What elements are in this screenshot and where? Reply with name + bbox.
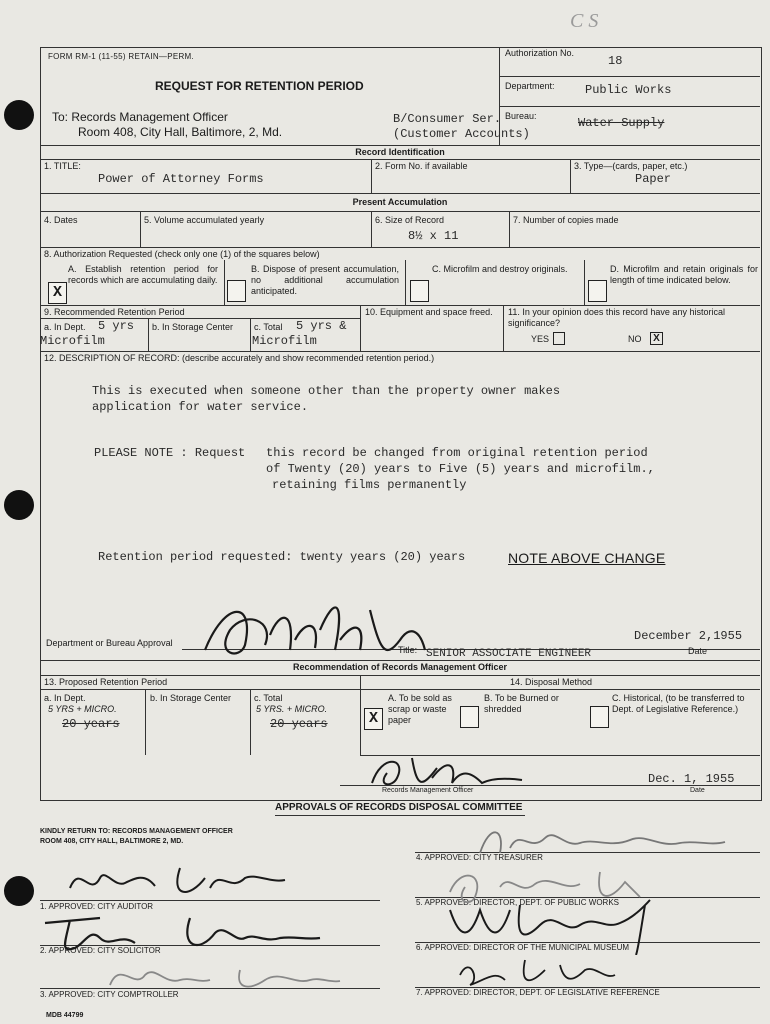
in-storage-label: b. In Storage Center — [152, 322, 234, 332]
yes-checkbox[interactable] — [553, 332, 565, 345]
form-no-label: 2. Form No. if available — [375, 161, 468, 171]
dept-approval-label: Department or Bureau Approval — [46, 638, 173, 648]
option-c: C. Microfilm and destroy originals. — [432, 264, 568, 274]
option-c-checkbox[interactable] — [410, 280, 429, 302]
total-value: 5 yrs & — [296, 319, 347, 333]
option-d: D. Microfilm and retain originals for length of time indicated below. — [610, 264, 758, 285]
disposal-label: 14. Disposal Method — [510, 677, 593, 687]
note-line-1: this record be changed from original retention period — [266, 446, 648, 460]
in-dept-label: a. In Dept. — [44, 322, 86, 332]
p-total-label: c. Total — [254, 693, 283, 703]
authorization-no: 18 — [608, 54, 623, 68]
approval-municipal-museum: 6. APPROVED: DIRECTOR OF THE MUNICIPAL MUSEUM — [416, 943, 630, 952]
desc-line-1: This is executed when someone other than the property owner makes — [92, 384, 561, 398]
type-value: Paper — [635, 172, 672, 186]
retention-requested: Retention period requested: twenty years (20) years — [98, 550, 466, 564]
disposal-b-checkbox[interactable] — [460, 706, 479, 728]
note-above-change: NOTE ABOVE CHANGE — [508, 550, 666, 566]
disposal-c-checkbox[interactable] — [590, 706, 609, 728]
equipment-label: 10. Equipment and space freed. — [365, 307, 493, 317]
dates-label: 4. Dates — [44, 215, 78, 225]
note-line-3: retaining films permanently — [272, 478, 467, 492]
department-label: Department: — [505, 81, 555, 91]
option-a: A. Establish retention period for records which are accumulating daily. — [68, 264, 218, 285]
note-prefix: PLEASE NOTE : Request — [94, 446, 246, 460]
yes-label: YES — [531, 334, 550, 344]
copies-label: 7. Number of copies made — [513, 215, 619, 225]
punch-hole-bottom — [4, 876, 34, 906]
rmo-date-label: Date — [690, 787, 705, 794]
approval-public-works: 5. APPROVED: DIRECTOR, DEPT. OF PUBLIC WORKS — [416, 898, 620, 907]
form-title: REQUEST FOR RETENTION PERIOD — [155, 79, 364, 93]
to-line-2: Room 408, City Hall, Baltimore, 2, Md. — [78, 125, 283, 139]
in-dept-value: 5 yrs — [98, 319, 135, 333]
p-total-handwritten: 5 YRS. + MICRO. — [256, 704, 328, 714]
size-label: 6. Size of Record — [375, 215, 445, 225]
approval-city-comptroller: 3. APPROVED: CITY COMPTROLLER — [40, 990, 179, 999]
p-storage-label: b. In Storage Center — [150, 693, 232, 703]
title-value: Power of Attorney Forms — [98, 172, 264, 186]
total-label: c. Total — [254, 322, 283, 332]
option-a-checkbox[interactable]: X — [48, 282, 67, 304]
disposal-b: B. To be Burned or shredded — [484, 693, 559, 714]
title-field-value: SENIOR ASSOCIATE ENGINEER — [426, 648, 592, 660]
rec-period-label: 9. Recommended Retention Period — [44, 307, 185, 317]
rec-officer-header: Recommendation of Records Management Officer — [292, 662, 508, 672]
title-label: 1. TITLE: — [44, 161, 81, 171]
record-identification-header: Record Identification — [355, 147, 445, 157]
return-line-1: KINDLY RETURN TO: RECORDS MANAGEMENT OFFICER — [40, 828, 233, 835]
size-value: 8½ x 11 — [408, 229, 459, 243]
type-label: 3. Type—(cards, paper, etc.) — [574, 161, 688, 171]
p-in-dept-label: a. In Dept. — [44, 693, 86, 703]
auth-requested-label: 8. Authorization Requested (check only one (1) of the squares below) — [44, 249, 320, 259]
description-label: 12. DESCRIPTION OF RECORD: (describe accurately and show recommended retention period.) — [44, 353, 435, 363]
approval-city-treasurer: 4. APPROVED: CITY TREASURER — [416, 853, 543, 862]
city-auditor-signature — [60, 858, 300, 903]
records-officer-label: Records Management Officer — [382, 787, 474, 794]
historical-label: 11. In your opinion does this record have any historical significance? — [508, 307, 725, 328]
department-value: Public Works — [585, 83, 672, 97]
p-in-dept-handwritten: 5 YRS + MICRO. — [48, 704, 117, 714]
bureau-label: Bureau: — [505, 111, 537, 121]
option-b: B. Dispose of present accumulation, no additional accumulation anticipated. — [251, 264, 399, 296]
city-comptroller-signature — [100, 955, 350, 995]
p-total-old: 20 years — [270, 717, 328, 731]
proposed-label: 13. Proposed Retention Period — [44, 677, 168, 687]
present-accumulation-header: Present Accumulation — [352, 197, 448, 207]
no-label: NO — [628, 334, 642, 344]
no-checkbox[interactable]: X — [650, 332, 663, 345]
p-in-dept-old: 20 years — [62, 717, 120, 731]
disposal-a-checkbox[interactable]: X — [364, 708, 383, 730]
option-d-checkbox[interactable] — [588, 280, 607, 302]
corner-mark: C S — [570, 10, 599, 32]
rmo-date: Dec. 1, 1955 — [648, 772, 735, 786]
note-line-2: of Twenty (20) years to Five (5) years and microfilm., — [266, 462, 655, 476]
to-line-1: To: Records Management Officer — [52, 110, 228, 124]
disposal-c: C. Historical, (to be transferred to Dept. of Legislative Reference.) — [612, 693, 745, 714]
authorization-no-label: Authorization No. — [505, 48, 575, 58]
bureau-left-1: B/Consumer Ser. — [393, 112, 502, 126]
approval-legislative-reference: 7. APPROVED: DIRECTOR, DEPT. OF LEGISLATIVE REFERENCE — [416, 988, 660, 997]
form-code: FORM RM-1 (11-55) RETAIN—PERM. — [48, 52, 195, 61]
in-dept-value-2: Microfilm — [40, 334, 105, 348]
legislative-reference-signature — [450, 950, 630, 990]
dept-approval-date: December 2,1955 — [634, 629, 743, 643]
volume-label: 5. Volume accumulated yearly — [144, 215, 265, 225]
return-line-2: ROOM 408, CITY HALL, BALTIMORE 2, MD. — [40, 838, 184, 845]
option-b-checkbox[interactable] — [227, 280, 246, 302]
desc-line-2: application for water service. — [92, 400, 309, 414]
punch-hole-top — [4, 100, 34, 130]
bureau-left-2: (Customer Accounts) — [393, 127, 530, 141]
total-value-2: Microfilm — [252, 334, 317, 348]
footer-code: MDB 44799 — [46, 1012, 84, 1019]
approval-city-auditor: 1. APPROVED: CITY AUDITOR — [40, 902, 154, 911]
approval-city-solicitor: 2. APPROVED: CITY SOLICITOR — [40, 946, 161, 955]
disposal-a: A. To be sold as scrap or waste paper — [388, 693, 452, 725]
punch-hole-middle — [4, 490, 34, 520]
approvals-title: APPROVALS OF RECORDS DISPOSAL COMMITTEE — [275, 802, 523, 813]
date-label: Date — [688, 646, 708, 656]
bureau-value: Water Supply — [578, 116, 665, 130]
title-field-label: Title: — [398, 645, 418, 655]
